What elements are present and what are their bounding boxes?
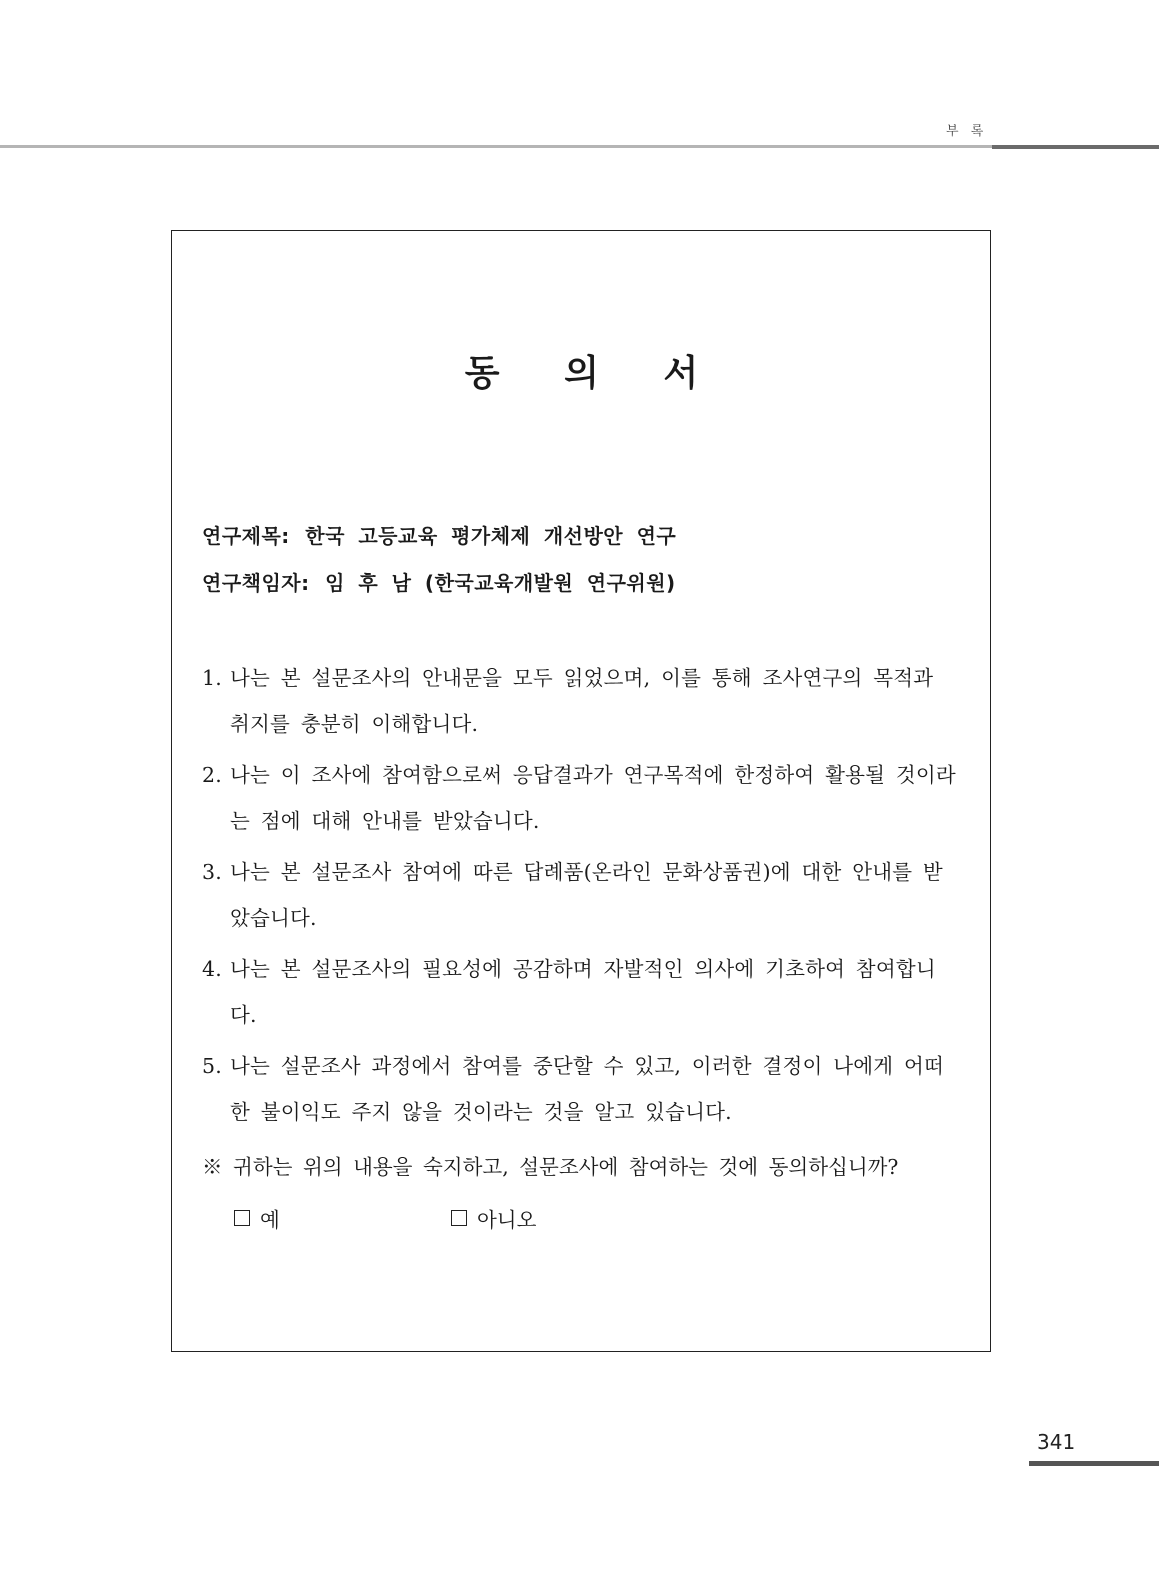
option-no[interactable] <box>451 1203 536 1233</box>
item-number: 4. <box>202 957 222 981</box>
form-title: 동 의 서 <box>464 353 725 394</box>
consent-items <box>202 655 962 1140</box>
item-number: 5. <box>202 1054 222 1078</box>
item-number: 3. <box>202 860 222 884</box>
research-title-label: 연구제목: <box>202 524 290 548</box>
footer-rule <box>1029 1461 1159 1466</box>
option-yes-label: 예 <box>260 1208 280 1232</box>
consent-item <box>202 849 962 941</box>
header-rule-accent <box>992 145 1159 149</box>
header-rule <box>0 145 992 148</box>
item-text: 나는 본 설문조사 참여에 따른 답례품(온라인 문화상품권)에 대한 안내를 받았습니다. <box>230 860 943 930</box>
item-number: 2. <box>202 763 222 787</box>
item-number: 1. <box>202 666 222 690</box>
item-text: 나는 이 조사에 참여함으로써 응답결과가 연구목적에 한정하여 활용될 것이라는 점에 대해 안내를 받았습니다. <box>230 763 956 833</box>
consent-item <box>202 752 962 844</box>
checkbox-no[interactable] <box>451 1210 467 1226</box>
researcher-value: 임 후 남 (한국교육개발원 연구위원) <box>325 571 676 595</box>
page-number: 341 <box>1037 1430 1076 1454</box>
research-title-line <box>202 520 676 549</box>
consent-item <box>202 655 962 747</box>
researcher-label: 연구책임자: <box>202 571 310 595</box>
item-text: 나는 본 설문조사의 안내문을 모두 읽었으며, 이를 통해 조사연구의 목적과 취지를 충분히 이해합니다. <box>230 666 934 736</box>
researcher-line <box>202 567 676 596</box>
consent-item <box>202 946 962 1038</box>
option-no-label: 아니오 <box>477 1208 537 1232</box>
option-yes[interactable] <box>234 1203 280 1233</box>
item-text: 나는 본 설문조사의 필요성에 공감하며 자발적인 의사에 기초하여 참여합니다. <box>230 957 936 1027</box>
consent-question: ※ 귀하는 위의 내용을 숙지하고, 설문조사에 참여하는 것에 동의하십니까? <box>202 1155 899 1179</box>
research-title-value: 한국 고등교육 평가체제 개선방안 연구 <box>305 524 677 548</box>
section-label: 부 록 <box>946 124 988 139</box>
checkbox-yes[interactable] <box>234 1210 250 1226</box>
item-text: 나는 설문조사 과정에서 참여를 중단할 수 있고, 이러한 결정이 나에게 어떠한 불이익도 주지 않을 것이라는 것을 알고 있습니다. <box>230 1054 944 1124</box>
consent-item <box>202 1043 962 1135</box>
